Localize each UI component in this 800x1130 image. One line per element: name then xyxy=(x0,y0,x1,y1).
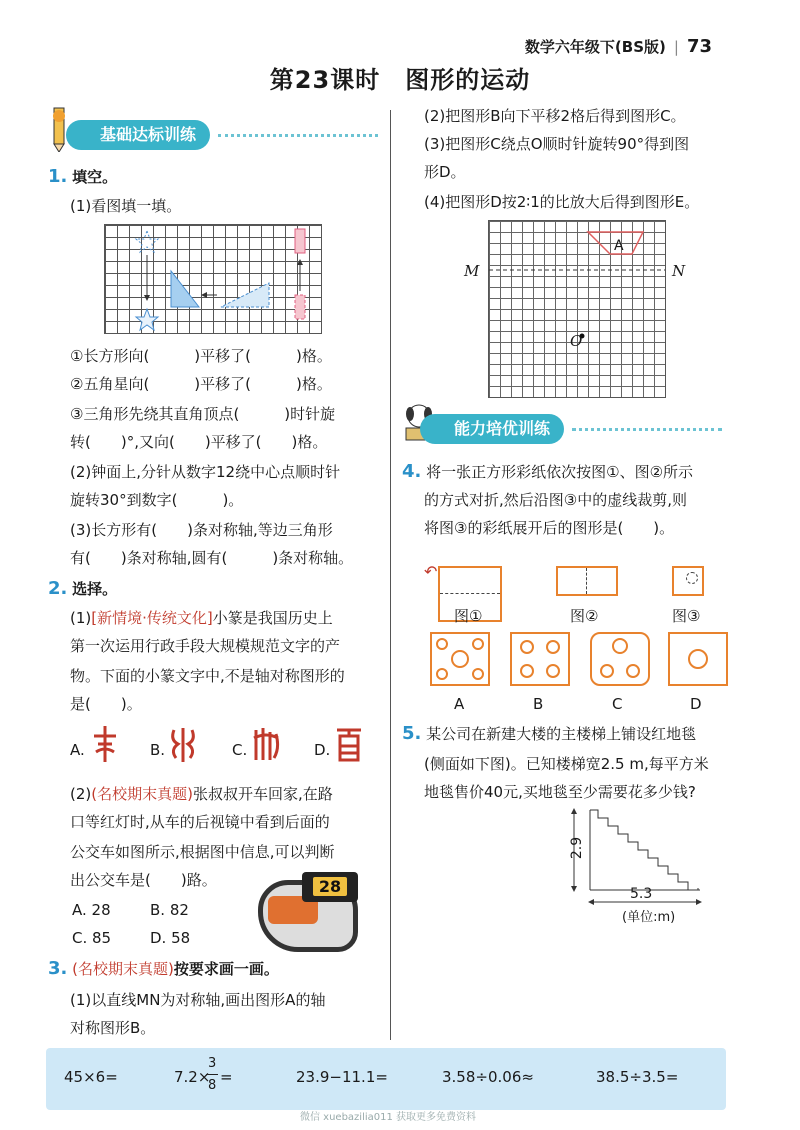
advanced-training-banner: 能力培优训练 xyxy=(420,414,564,444)
mental-math-strip xyxy=(46,1048,726,1110)
q2-header xyxy=(48,578,117,599)
q3-right-line: (4)把图形D按2∶1的比放大后得到图形E。 xyxy=(424,193,700,211)
calc-item: 3.58÷0.06≈ xyxy=(442,1068,534,1086)
calc-item: 7.2× xyxy=(174,1068,211,1086)
opt-label-a: A xyxy=(454,695,465,713)
option-d: D. xyxy=(314,741,331,759)
choice-c: C. 85 xyxy=(72,929,112,947)
q2-p2-line: 口等红灯时,从车的后视镜中看到后面的 xyxy=(70,813,330,831)
stair-width-label: 5.3 xyxy=(630,886,653,902)
q2-p2-text: 张叔叔开车回家,在路 xyxy=(192,785,333,803)
calc-item: = xyxy=(220,1068,233,1086)
q3-right-line: (3)把图形C绕点O顺时针旋转90°得到图 xyxy=(424,135,690,153)
page-title: 第23课时 图形的运动 xyxy=(269,66,531,94)
label-n: N xyxy=(672,262,686,280)
q5-text: 某公司在新建大楼的主楼梯上铺设红地毯 xyxy=(426,725,697,743)
option-a-figure xyxy=(430,632,490,686)
q1-line: ②五角星向( )平移了( )格。 xyxy=(70,375,332,393)
choice-d: D. 58 xyxy=(150,929,191,947)
q3-label: 按要求画一画。 xyxy=(173,960,279,978)
fig-label-1: 图① xyxy=(454,607,483,625)
watermark: 微信 xuebazilia011 获取更多免费资料 xyxy=(300,1112,477,1123)
q2-p1-prefix: (1) xyxy=(70,609,92,627)
seal-char-c-icon xyxy=(250,724,280,768)
q3-number: 3. xyxy=(48,958,68,979)
banner-dots xyxy=(218,134,378,137)
q2-p2-line: 出公交车是( )路。 xyxy=(70,871,217,889)
q1-header xyxy=(48,166,117,187)
option-c: C. xyxy=(232,741,248,759)
bus-route-number: 28 xyxy=(313,877,347,896)
q1-line: (2)钟面上,分针从数字12绕中心点顺时针 xyxy=(70,463,341,481)
q1-line: 旋转30°到数字( )。 xyxy=(70,491,244,509)
bus-route-sign xyxy=(302,872,358,902)
q2-p2-tag: (名校期末真题) xyxy=(91,785,193,803)
opt-label-d: D xyxy=(690,695,702,713)
q1-line: (3)长方形有( )条对称轴,等边三角形 xyxy=(70,521,333,539)
stair-height-label: 2.9 xyxy=(569,836,586,860)
calc-item: 23.9−11.1= xyxy=(296,1068,388,1086)
page-number: 73 xyxy=(686,36,712,57)
q3-line: 对称图形B。 xyxy=(70,1019,156,1037)
q3-line: (1)以直线MN为对称轴,画出图形A的轴 xyxy=(70,991,326,1009)
q3-grid xyxy=(488,220,666,398)
seal-char-d-icon xyxy=(334,724,364,768)
fold-step-3 xyxy=(672,566,704,596)
seal-char-b-icon xyxy=(168,724,198,768)
q2-p1-line: 是( )。 xyxy=(70,695,142,713)
fold-step-2 xyxy=(556,566,618,596)
q1-line: 转( )°,又向( )平移了( )格。 xyxy=(70,433,328,451)
q4-text: 将一张正方形彩纸依次按图①、图②所示 xyxy=(426,463,694,481)
q5-line: (侧面如下图)。已知楼梯宽2.5 m,每平方米 xyxy=(424,755,709,773)
option-b: B. xyxy=(150,741,166,759)
q3-right-line: (2)把图形B向下平移2格后得到图形C。 xyxy=(424,107,686,125)
q1-number: 1. xyxy=(48,166,68,187)
q4-number: 4. xyxy=(402,461,422,482)
option-c-figure xyxy=(590,632,650,686)
calc-fraction-num: 3 xyxy=(208,1056,217,1071)
q4-line: 的方式对折,然后沿图③中的虚线裁剪,则 xyxy=(424,491,687,509)
calc-item: 45×6= xyxy=(64,1068,118,1086)
label-o: O xyxy=(570,332,583,350)
q2-p2-line: 公交车如图所示,根据图中信息,可以判断 xyxy=(70,843,335,861)
basic-training-banner: 基础达标训练 xyxy=(66,120,210,150)
q1-line: ①长方形向( )平移了( )格。 xyxy=(70,347,332,365)
q2-p1-text: 小篆是我国历史上 xyxy=(212,609,333,627)
calc-fraction-den: 8 xyxy=(208,1078,217,1093)
fig-label-3: 图③ xyxy=(672,607,701,625)
q1-grid xyxy=(104,224,322,334)
q5-line: 地毯售价40元,买地毯至少需要花多少钱? xyxy=(424,783,696,801)
q5-line xyxy=(402,722,696,746)
q2-p2-prefix: (2) xyxy=(70,785,92,803)
calc-fraction-bar xyxy=(206,1074,218,1075)
opt-label-c: C xyxy=(612,695,623,713)
column-divider xyxy=(390,110,391,1040)
q2-label: 选择。 xyxy=(72,580,118,598)
q1-line: ③三角形先绕其直角顶点( )时针旋 xyxy=(70,405,336,423)
fig-label-2: 图② xyxy=(570,607,599,625)
unit-label: (单位:m) xyxy=(622,910,676,925)
option-b-figure xyxy=(510,632,570,686)
q1-label: 填空。 xyxy=(72,168,118,186)
page-header: 数学六年级下(BS版) | 73 xyxy=(524,36,712,57)
q2-p1-line: 第一次运用行政手段大规模规范文字的产 xyxy=(70,637,341,655)
option-a: A. xyxy=(70,741,85,759)
label-m: M xyxy=(464,262,480,280)
option-d-figure xyxy=(668,632,728,686)
opt-label-b: B xyxy=(533,695,544,713)
calc-item: 38.5÷3.5= xyxy=(596,1068,679,1086)
q4-line xyxy=(402,460,693,484)
book-title: 数学六年级下(BS版) xyxy=(524,38,666,56)
q1-line: (1)看图填一填。 xyxy=(70,197,182,215)
q3-header xyxy=(48,958,279,979)
q4-line: 将图③的彩纸展开后的图形是( )。 xyxy=(424,519,675,537)
q2-p1-line xyxy=(70,606,333,630)
choice-a: A. 28 xyxy=(72,901,111,919)
q5-number: 5. xyxy=(402,723,422,744)
q2-number: 2. xyxy=(48,578,68,599)
shape-a-label: A xyxy=(614,238,624,254)
q2-p2-line xyxy=(70,782,333,806)
banner-dots xyxy=(572,428,722,431)
fold-arrow-icon: ↶ xyxy=(424,562,438,581)
q1-line: 有( )条对称轴,圆有( )条对称轴。 xyxy=(70,549,354,567)
q2-p1-line: 物。下面的小篆文字中,不是轴对称图形的 xyxy=(70,667,345,685)
q2-p1-tag: [新情境·传统文化] xyxy=(91,609,213,627)
q3-right-line: 形D。 xyxy=(424,163,466,181)
q3-tag: (名校期末真题) xyxy=(72,960,174,978)
choice-b: B. 82 xyxy=(150,901,189,919)
seal-char-a-icon xyxy=(90,724,120,768)
